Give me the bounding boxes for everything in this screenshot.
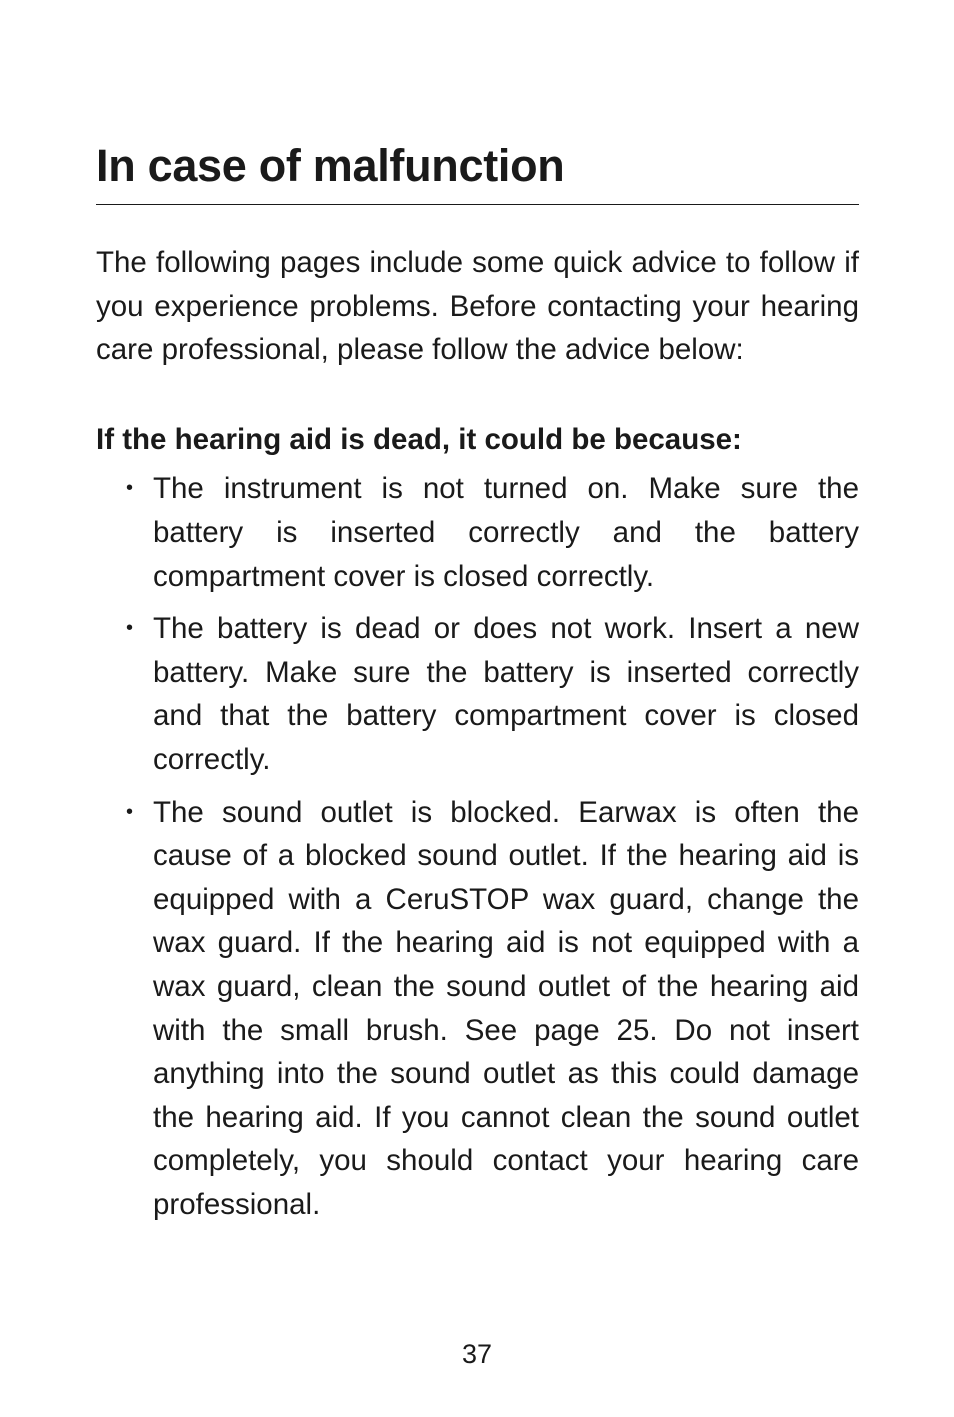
cause-list	[96, 467, 859, 1226]
list-item-text: The instrument is not turned on. Make sure the battery is inserted correctly and the battery compartment cover is closed correctly.	[153, 472, 859, 593]
list-item	[96, 791, 859, 1227]
intro-paragraph: The following pages include some quick advice to follow if you experience problems. Before contacting your hearing care professional, please follow the advice below:	[96, 246, 859, 367]
bullet-icon: •	[126, 800, 134, 823]
list-item	[96, 607, 859, 781]
bullet-icon: •	[126, 477, 134, 500]
title-divider	[96, 204, 859, 205]
page-title: In case of malfunction	[96, 140, 565, 191]
bullet-icon: •	[126, 617, 134, 640]
section-subheading: If the hearing aid is dead, it could be because:	[96, 422, 742, 456]
list-item	[96, 467, 859, 598]
list-item-text: The sound outlet is blocked. Earwax is often the cause of a blocked sound outlet. If the hearing aid is equipped with a CeruSTOP wax guard, change the wax guard. If the hearing aid is not equipped with a wax guard, clean the sound outlet of the hearing aid with the small brush. See page 25. Do not insert anything into the sound outlet as this could damage the hearing aid. If you cannot clean the sound outlet completely, you should contact your hearing care professional.	[153, 795, 859, 1221]
page-number: 37	[461, 1339, 493, 1369]
list-item-text: The battery is dead or does not work. Insert a new battery. Make sure the battery is inserted correctly and that the battery compartment cover is closed correctly.	[153, 612, 859, 776]
document-page	[96, 138, 859, 1235]
